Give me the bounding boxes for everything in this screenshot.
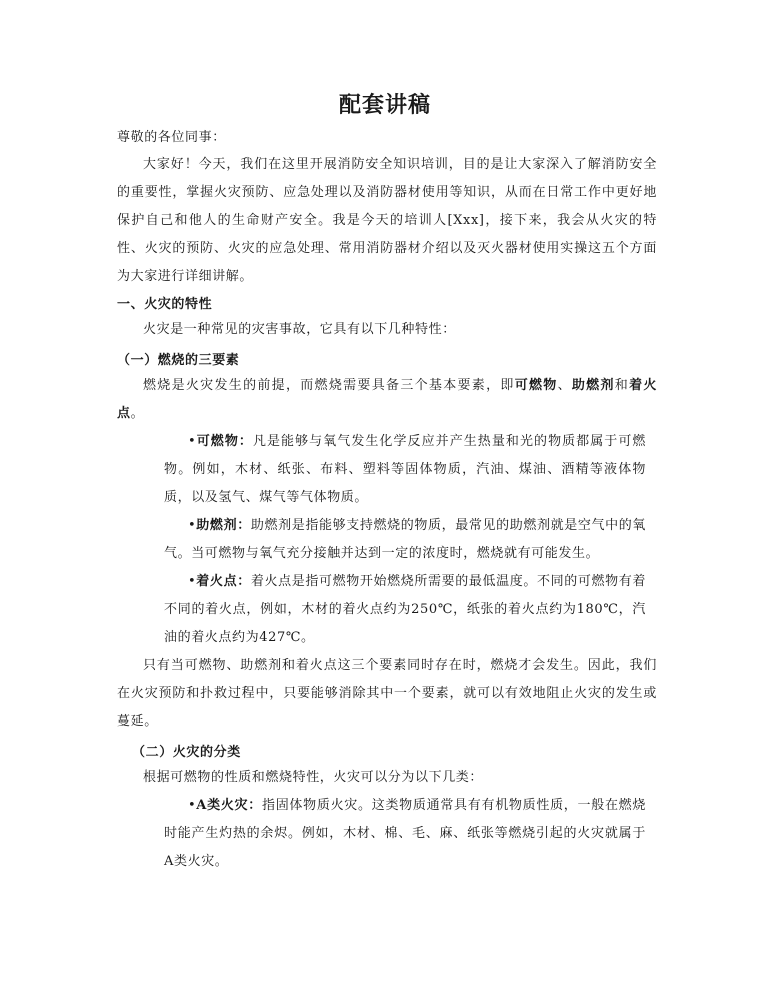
bullet-dot-icon: • bbox=[188, 434, 197, 449]
intro-paragraph: 大家好！今天，我们在这里开展消防安全知识培训，目的是让大家深入了解消防安全的重要性，掌握火灾预防、应急处理以及消防器材使用等知识，从而在日常工作中更好地保护自己和他人的生命财产安全。我是今天的培训人[Xxx]，接下来，我会从火灾的特性、火灾的预防、火灾的应急处理、常用消防器材介绍以及灭火器材使用实操这五个方面为大家进行详细讲解。 bbox=[117, 157, 657, 284]
bullet-text: 指固体物质火灾。这类物质通常具有有机物质性质，一般在燃烧时能产生灼热的余烬。例如，木材、棉、毛、麻、纸张等燃烧引起的火灾就属于A类火灾。 bbox=[164, 798, 646, 869]
bullet-text: 着火点是指可燃物开始燃烧所需要的最低温度。不同的可燃物有着不同的着火点，例如，木材的着火点约为250℃，纸张的着火点约为180℃，汽油的着火点约为427℃。 bbox=[164, 574, 646, 645]
greeting: 尊敬的各位同事： bbox=[117, 130, 226, 145]
bullet-term: A类火灾： bbox=[196, 798, 262, 813]
combustion-paragraph bbox=[117, 372, 657, 428]
bullet-term: 助燃剂： bbox=[196, 518, 251, 533]
bullet-text: 凡是能够与氧气发生化学反应并产生热量和光的物质都属于可燃物。例如，木材、纸张、布料、塑料等固体物质，汽油、煤油、酒精等液体物质，以及氢气、煤气等气体物质。 bbox=[164, 434, 646, 505]
combustion-text-end: 。 bbox=[130, 406, 145, 421]
bullet-oxidizer bbox=[164, 512, 646, 568]
bullet-class-a bbox=[164, 792, 646, 876]
subsection-heading-fire-classes: （二）火灾的分类 bbox=[132, 745, 241, 760]
keyword-separator: 、 bbox=[557, 378, 572, 393]
keyword-oxidizer: 助燃剂 bbox=[571, 378, 615, 393]
bullet-term: 可燃物： bbox=[196, 434, 253, 449]
bullet-dot-icon: • bbox=[188, 518, 197, 533]
keyword-combustible: 可燃物 bbox=[514, 378, 558, 393]
page-title: 配套讲稿 bbox=[338, 92, 431, 118]
subsection-heading-combustion: （一）燃烧的三要素 bbox=[117, 353, 240, 368]
bullet-dot-icon: • bbox=[188, 798, 197, 813]
classes-lead: 根据可燃物的性质和燃烧特性，火灾可以分为以下几类： bbox=[143, 770, 484, 785]
section-lead: 火灾是一种常见的灾害事故，它具有以下几种特性： bbox=[143, 322, 456, 337]
section-heading-fire-characteristics: 一、火灾的特性 bbox=[117, 297, 213, 312]
keyword-separator: 和 bbox=[614, 378, 630, 393]
bullet-term: 着火点： bbox=[196, 574, 251, 589]
keyword-ignition-point: 着火点 bbox=[117, 378, 657, 421]
bullet-ignition-point bbox=[164, 568, 646, 652]
combustion-text: 燃烧是火灾发生的前提，而燃烧需要具备三个基本要素，即 bbox=[143, 378, 515, 393]
bullet-dot-icon: • bbox=[188, 574, 197, 589]
closing-paragraph: 只有当可燃物、助燃剂和着火点这三个要素同时存在时，燃烧才会发生。因此，我们在火灾预防和扑救过程中，只要能够消除其中一个要素，就可以有效地阻止火灾的发生或蔓延。 bbox=[117, 658, 657, 729]
bullet-text: 助燃剂是指能够支持燃烧的物质，最常见的助燃剂就是空气中的氧气。当可燃物与氧气充分接触并达到一定的浓度时，燃烧就有可能发生。 bbox=[164, 518, 646, 561]
bullet-combustible bbox=[164, 428, 646, 512]
